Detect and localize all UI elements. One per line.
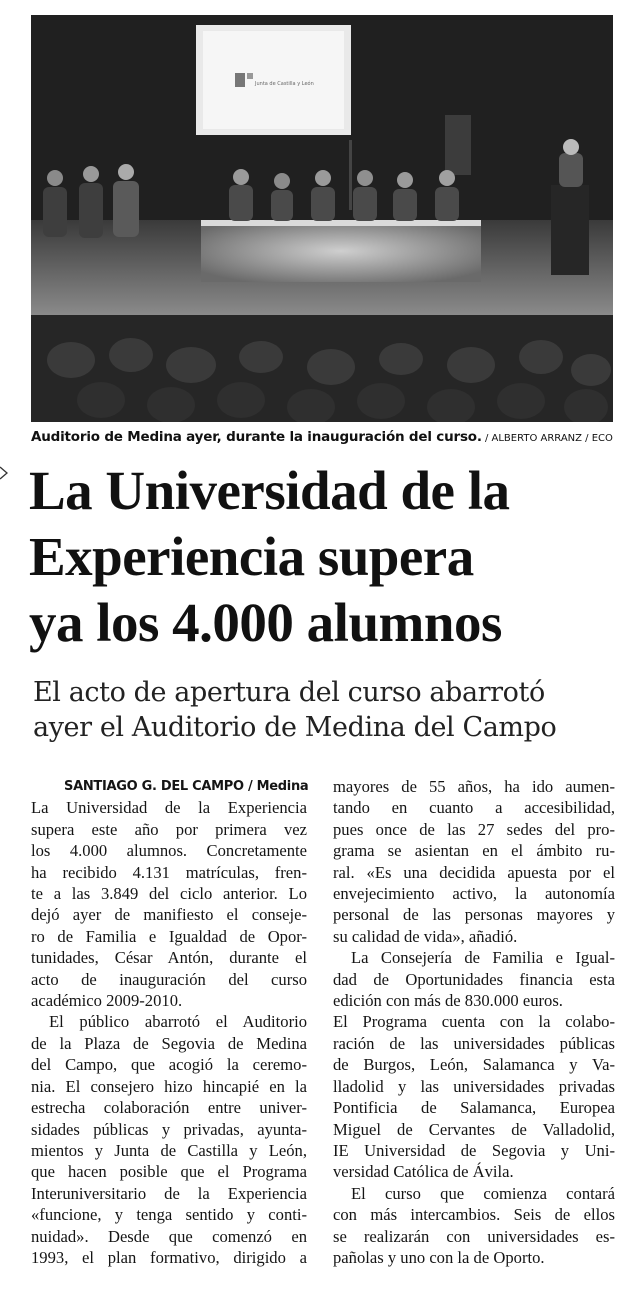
- body-line: académico 2009-2010.: [31, 991, 183, 1011]
- subheadline: [33, 675, 633, 745]
- body-line: los 4.000 alumnos. Concretamente: [31, 841, 307, 861]
- body-line: supera este año por primera vez: [31, 819, 307, 839]
- body-line: La Consejería de Familia e Igual-: [351, 948, 615, 968]
- body-line: edición con más de 830.000 euros.: [333, 991, 563, 1011]
- body-line: ro de Familia e Igualdad de Opor-: [31, 926, 307, 946]
- body-line: te a las 3.849 del ciclo anterior. Lo: [31, 884, 307, 904]
- body-line: de la Plaza de Segovia de Medina: [31, 1033, 307, 1053]
- body-line: El público abarrotó el Auditorio: [49, 1012, 307, 1032]
- page-edge-mark: [0, 465, 8, 481]
- body-line: dad de Oportunidades financia esta: [333, 969, 615, 989]
- body-line: El curso que comienza contará: [351, 1183, 615, 1203]
- photo-caption: [31, 428, 631, 448]
- body-line: ración de las universidades públicas: [333, 1033, 615, 1053]
- body-line: mientos y Junta de Castilla y León,: [31, 1140, 307, 1160]
- body-line: La Universidad de la Experiencia: [31, 798, 307, 818]
- body-line: pañolas y uno con la de Oporto.: [333, 1247, 545, 1267]
- headline-line: Experiencia supera: [29, 526, 474, 587]
- body-line: su calidad de vida», añadió.: [333, 926, 518, 946]
- body-line: nia. El consejero hizo hincapié en la: [31, 1076, 307, 1096]
- body-line: Interuniversitario de la Experiencia: [31, 1183, 307, 1203]
- body-line: mayores de 55 años, ha ido aumen-: [333, 777, 615, 796]
- body-line: estrecha colaboración entre univer-: [31, 1098, 307, 1118]
- body-line: personal de las personas mayores y: [333, 905, 615, 925]
- body-line: versidad Católica de Ávila.: [333, 1162, 514, 1182]
- headline: [29, 458, 629, 656]
- body-line: El Programa cuenta con la colabo-: [333, 1012, 615, 1032]
- body-line: se realizarán con universidades es-: [333, 1226, 615, 1246]
- body-line: con más intercambios. Seis de ellos: [333, 1205, 615, 1225]
- article-column-right: [333, 776, 615, 1268]
- body-line: del Campo, que acogió la ceremo-: [31, 1055, 307, 1075]
- svg-text:Junta de Castilla y León: Junta de Castilla y León: [255, 81, 314, 87]
- body-line: de Burgos, León, Salamanca y Va-: [333, 1055, 615, 1075]
- body-line: tando en cuanto a accesibilidad,: [333, 798, 615, 818]
- presidium-table: [201, 220, 481, 282]
- headline-line: ya los 4.000 alumnos: [29, 592, 502, 653]
- body-line: Miguel de Cervantes de Valladolid,: [333, 1119, 615, 1139]
- auditorium-photo: [31, 15, 613, 422]
- body-line: sidades públicas y privadas, ayunta-: [31, 1119, 307, 1139]
- body-line: pues once de las 27 sedes del pro-: [333, 819, 615, 839]
- body-line: Pontificia de Salamanca, Europea: [333, 1098, 615, 1118]
- body-line: grama se asientan en el ámbito ru-: [333, 841, 615, 861]
- headline-line: La Universidad de la: [29, 460, 510, 521]
- body-line: envejecimiento activo, la autonomía: [333, 884, 615, 904]
- body-line: nuidad». Desde que comenzó en: [31, 1226, 307, 1246]
- body-line: ha recibido 4.131 matrículas, fren-: [31, 862, 307, 882]
- body-line: IE Universidad de Segovia y Uni-: [333, 1140, 615, 1160]
- body-line: «funcione, y tenga sentido y conti-: [31, 1205, 307, 1225]
- caption-text: Auditorio de Medina ayer, durante la inauguración del curso.: [31, 429, 482, 445]
- byline: SANTIAGO G. DEL CAMPO / Medina: [64, 779, 309, 794]
- body-line: ral. «Es una decidida apuesta por el: [333, 862, 615, 882]
- article-column-left: [31, 776, 307, 1268]
- photo-credit: / ALBERTO ARRANZ / ECO: [481, 433, 613, 444]
- subheadline-line: ayer el Auditorio de Medina del Campo: [33, 712, 557, 743]
- body-line: 1993, el plan formativo, dirigido a: [31, 1247, 307, 1267]
- body-line: acto de inauguración del curso: [31, 969, 307, 989]
- body-line: lladolid y las universidades privadas: [333, 1076, 615, 1096]
- subheadline-line: El acto de apertura del curso abarrotó: [33, 677, 545, 708]
- body-line: tunidades, César Antón, durante el: [31, 948, 307, 968]
- lectern: [551, 185, 589, 275]
- body-line: dejó ayer de manifiesto el conseje-: [31, 905, 307, 925]
- body-line: que hacen posible que el Programa: [31, 1162, 307, 1182]
